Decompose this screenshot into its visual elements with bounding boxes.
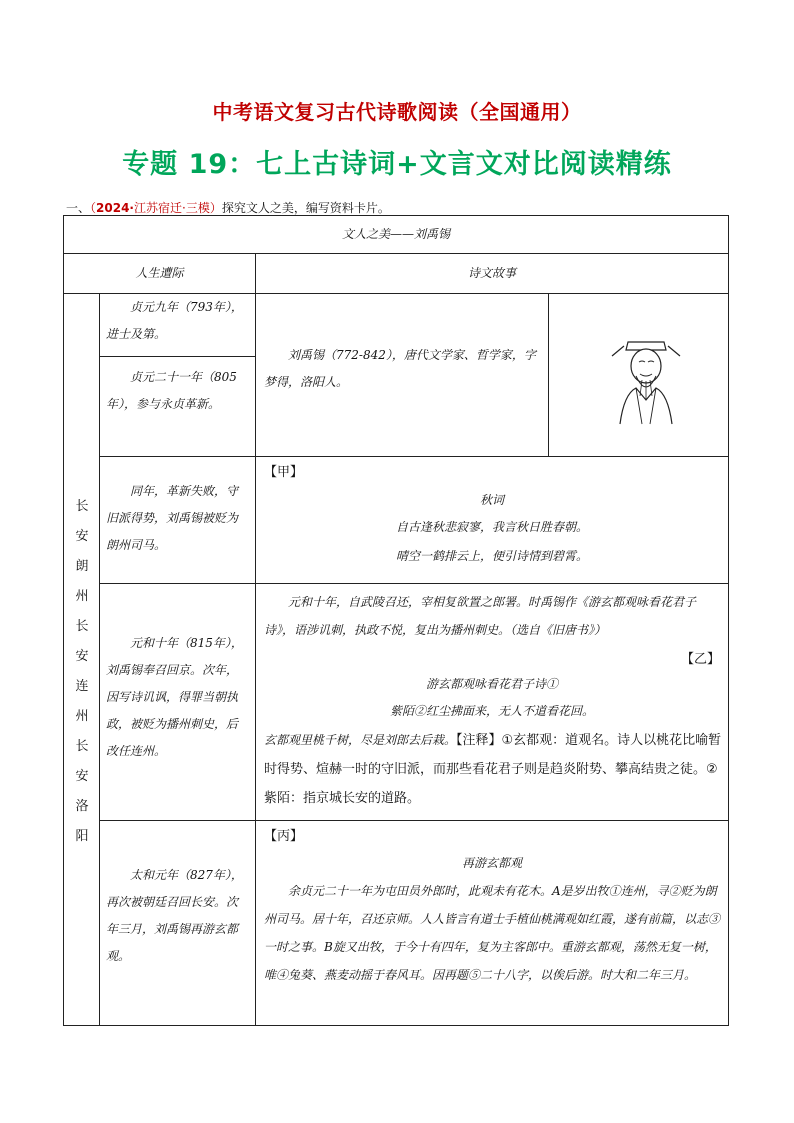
question-source-place: 江苏宿迁·三模: [134, 201, 210, 215]
event-793: 贞元九年（793年），进士及第。: [106, 300, 243, 341]
question-source-close: ）: [209, 201, 222, 215]
yi-note-text: ①玄都观：道观名。诗人以桃花比喻暂时得势、煊赫一时的守旧派，而那些看花君子则是趋炎附势、攀高结贵之徒。②紫陌：指京城长安的道路。: [264, 733, 722, 806]
event-815: 元和十年（815年），刘禹锡奉召回京。次年，因写诗讥讽，得罪当朝执政，被贬为播州刺史，后改任连州。: [106, 636, 243, 758]
place-char: 州: [75, 709, 89, 724]
place-char: 安: [75, 769, 89, 784]
question-line: [66, 199, 390, 216]
yi-poem-line: 玄都观里桃千树，尽是刘郎去后栽。: [264, 733, 457, 747]
place-char: 洛: [75, 799, 89, 814]
yi-poem-line: 紫陌②红尘拂面来，无人不道看花回。: [389, 704, 594, 718]
place-char: 连: [75, 679, 89, 694]
yi-poem-title: 游玄都观咏看花君子诗①: [425, 677, 558, 691]
table-border-bottom: [63, 1025, 729, 1026]
place-char: 州: [75, 589, 89, 604]
place-column: [70, 492, 94, 852]
table-rule: [99, 456, 729, 457]
place-char: 长: [75, 619, 89, 634]
place-char: 安: [75, 649, 89, 664]
table-rule: [99, 583, 729, 584]
table-rule: [99, 356, 255, 357]
column-header-stories: 诗文故事: [467, 266, 516, 280]
bing-title: 再游玄都观: [461, 856, 522, 870]
jia-poem-line: 自古逢秋悲寂寥，我言秋日胜春朝。: [395, 520, 588, 534]
place-char: 朗: [75, 559, 89, 574]
table-border-right: [728, 215, 729, 1026]
bing-text: 余贞元二十一年为屯田员外郎时，此观未有花木。A是岁出牧①连州，寻②贬为朗州司马。居十年，召还京师。人人皆言有道士手植仙桃满观如红霞，遂有前篇，以志③一时之事。B旋又出牧，于今十有四年，复为主客郎中。重游玄都观，荡然无复一树，唯④兔葵、燕麦动摇于春风耳。因再题⑤二十八字，以俟后游。时大和二年三月。: [264, 884, 721, 982]
author-intro: 刘禹锡（772-842），唐代文学家、哲学家，字梦得，洛阳人。: [264, 348, 536, 389]
document-title: 中考语文复习古代诗歌阅读（全国通用）: [212, 100, 582, 124]
place-char: 长: [75, 499, 89, 514]
place-char: 阳: [75, 829, 89, 844]
event-exile-langzhou: 同年，革新失败，守旧派得势，刘禹锡被贬为朗州司马。: [106, 484, 239, 552]
table-rule: [255, 253, 256, 1026]
table-border-left: [63, 215, 64, 1026]
question-source-year: 2024·: [96, 201, 134, 215]
card-title: 文人之美——刘禹锡: [341, 227, 450, 241]
question-source-open: （: [90, 201, 97, 215]
yi-poem-and-notes: [264, 726, 722, 813]
table-rule: [99, 820, 729, 821]
jia-poem-title: 秋词: [479, 493, 504, 507]
section-jia-tag: 【甲】: [264, 465, 304, 480]
question-prefix: 一、: [66, 201, 91, 215]
event-805: 贞元二十一年（805年），参与永贞革新。: [106, 370, 237, 411]
place-char: 长: [75, 739, 89, 754]
section-yi-tag: 【乙】: [680, 652, 720, 667]
table-rule: [99, 293, 100, 1026]
jia-poem-line: 晴空一鹤排云上，便引诗情到碧霄。: [395, 549, 588, 563]
column-header-life: 人生遭际: [135, 266, 184, 280]
document-subtitle: 专题 19：七上古诗词+文言文对比阅读精练: [122, 149, 672, 180]
liu-yuxi-portrait-image: [606, 328, 686, 428]
table-rule: [548, 293, 549, 457]
place-char: 安: [75, 529, 89, 544]
event-827: 太和元年（827年），再次被朝廷召回长安。次年三月，刘禹锡再游玄都观。: [106, 868, 243, 963]
question-text: 探究文人之美，编写资料卡片。: [221, 201, 390, 215]
section-bing-tag: 【丙】: [264, 829, 304, 844]
yi-history-excerpt: 元和十年，自武陵召还，宰相复欲置之郎署。时禹锡作《游玄都观咏看花君子诗》，语涉讥刺，执政不悦，复出为播州刺史。（选自《旧唐书》）: [264, 595, 697, 637]
yi-note-tag: 【注释】: [456, 733, 502, 748]
